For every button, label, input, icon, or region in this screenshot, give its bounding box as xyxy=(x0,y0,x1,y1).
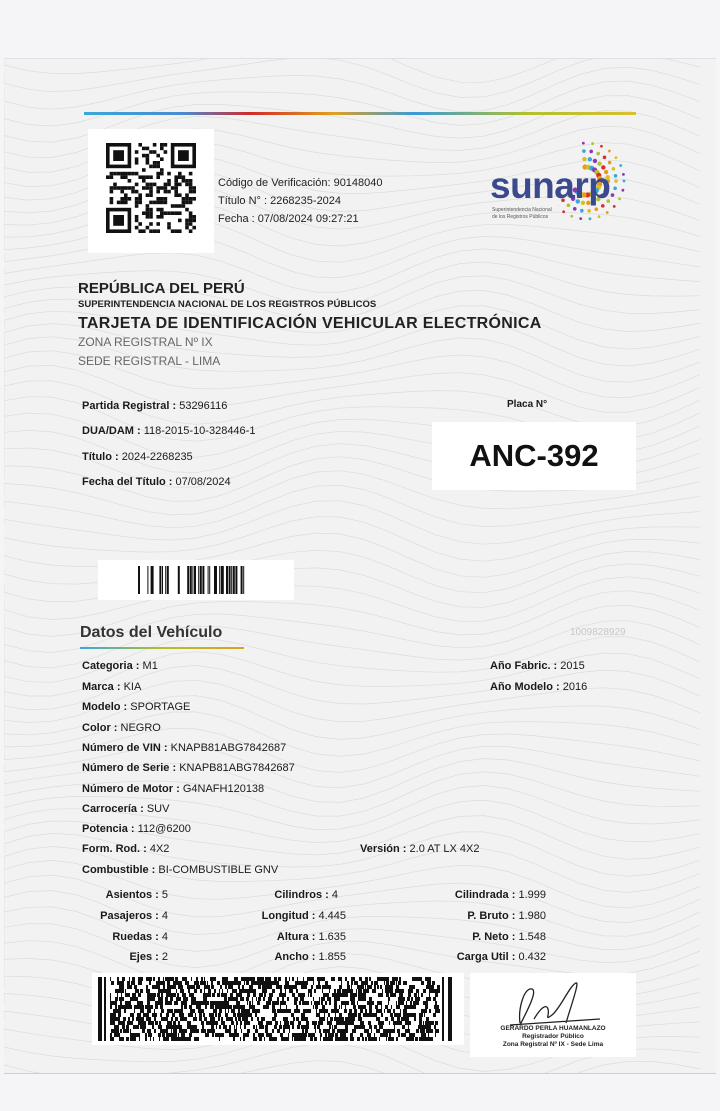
carga-label: Carga Util : xyxy=(456,951,516,963)
potencia-label: Potencia : xyxy=(82,823,135,835)
pdf417-pattern xyxy=(92,973,464,1045)
pdf417-barcode xyxy=(92,973,464,1045)
pasajeros-value: 4 xyxy=(161,910,168,922)
signer-name: GERARDO PERLA HUAMANLAZO xyxy=(500,1025,606,1032)
combustible-label: Combustible : xyxy=(82,864,156,876)
cilindrada-value: 1.999 xyxy=(518,889,546,901)
ruedas-label: Ruedas : xyxy=(112,931,159,943)
zona-registral: ZONA REGISTRAL Nº IX xyxy=(78,335,213,349)
serie-value: KNAPB81ABG7842687 xyxy=(179,762,295,774)
potencia-row xyxy=(82,823,191,835)
fecha-row xyxy=(82,476,231,488)
potencia-value: 112@6200 xyxy=(137,823,191,835)
combustible-row xyxy=(82,864,278,876)
qr-code[interactable] xyxy=(88,129,214,253)
plate-number: ANC-392 xyxy=(469,438,599,473)
categoria-value: M1 xyxy=(142,660,158,672)
pneto-value: 1.548 xyxy=(518,931,546,943)
ruedas-value: 4 xyxy=(161,931,168,943)
ancho-row xyxy=(274,951,346,963)
version-value: 2.0 AT LX 4X2 xyxy=(409,843,480,855)
longitud-row xyxy=(262,910,346,922)
fecha-label: Fecha del Título : xyxy=(82,476,173,488)
small-barcode xyxy=(98,560,294,600)
color-stripe xyxy=(84,112,636,115)
combustible-value: BI-COMBUSTIBLE GNV xyxy=(158,864,279,876)
signer-zone: Zona Registral Nº IX - Sede Lima xyxy=(502,1041,604,1048)
carroceria-row xyxy=(82,803,169,815)
cilindros-row xyxy=(274,889,338,901)
sede-registral: SEDE REGISTRAL - LIMA xyxy=(78,354,221,368)
formrod-value: 4X2 xyxy=(149,843,170,855)
pbruto-row xyxy=(467,910,546,922)
anofab-label: Año Fabric. : xyxy=(490,660,558,672)
pneto-label: P. Neto : xyxy=(472,931,516,943)
agency-heading: SUPERINTENDENCIA NACIONAL DE LOS REGISTROS PÚBLICOS xyxy=(78,299,377,310)
altura-label: Altura : xyxy=(276,931,316,943)
logo-sub1: Superintendencia Nacional xyxy=(492,207,552,213)
titulo-row xyxy=(82,451,193,463)
cilindrada-row xyxy=(455,889,546,901)
partida-label: Partida Registral : xyxy=(82,400,177,412)
placa-label: Placa N° xyxy=(507,399,548,410)
ruedas-row xyxy=(112,931,168,943)
vin-value: KNAPB81ABG7842687 xyxy=(170,742,287,754)
longitud-value: 4.445 xyxy=(318,910,346,922)
version-label: Versión : xyxy=(360,843,407,855)
motor-row xyxy=(82,783,264,795)
carroceria-label: Carrocería : xyxy=(82,803,144,815)
signer-text xyxy=(470,1025,636,1049)
document-title: TARJETA DE IDENTIFICACIÓN VEHICULAR ELECTRÓNICA xyxy=(78,315,542,332)
anomod-row xyxy=(490,681,587,693)
modelo-row xyxy=(82,701,190,713)
dua-value: 118-2015-10-328446-1 xyxy=(143,425,256,437)
modelo-value: SPORTAGE xyxy=(130,701,191,713)
logo-text: sunarp xyxy=(490,165,611,206)
asientos-value: 5 xyxy=(161,889,168,901)
ejes-label: Ejes : xyxy=(129,951,159,963)
longitud-label: Longitud : xyxy=(261,910,316,922)
signature-scribble xyxy=(490,979,610,1029)
section-title: Datos del Vehículo xyxy=(80,624,223,641)
marca-row xyxy=(82,681,141,693)
categoria-label: Categoria : xyxy=(82,660,140,672)
fecha-value: 07/08/2024 xyxy=(175,476,231,488)
cilindros-value: 4 xyxy=(331,889,338,901)
anofab-value: 2015 xyxy=(560,660,585,672)
pbruto-value: 1.980 xyxy=(518,910,546,922)
carga-row xyxy=(457,951,546,963)
modelo-label: Modelo : xyxy=(82,701,128,713)
country-heading: REPÚBLICA DEL PERÚ xyxy=(78,280,245,297)
marca-label: Marca : xyxy=(82,681,121,693)
cilindros-label: Cilindros : xyxy=(274,889,329,901)
cilindrada-label: Cilindrada : xyxy=(454,889,516,901)
dua-row xyxy=(82,425,255,437)
altura-row xyxy=(277,931,346,943)
anomod-value: 2016 xyxy=(562,681,588,693)
pbruto-label: P. Bruto : xyxy=(467,910,516,922)
signature-block xyxy=(470,973,636,1057)
verification-titulo: Título N° : 2268235-2024 xyxy=(218,195,342,207)
section-underline xyxy=(80,647,244,649)
asientos-label: Asientos : xyxy=(105,889,159,901)
verification-block xyxy=(218,174,383,228)
small-barcode-bars xyxy=(138,566,256,594)
vin-row xyxy=(82,742,286,754)
marca-value: KIA xyxy=(123,681,142,693)
pasajeros-label: Pasajeros : xyxy=(100,910,159,922)
ancho-label: Ancho : xyxy=(274,951,316,963)
serie-label: Número de Serie : xyxy=(82,762,177,774)
signer-role: Registrador Público xyxy=(522,1033,584,1040)
color-value: NEGRO xyxy=(120,722,161,734)
reference-code: 1009828929 xyxy=(570,627,626,638)
ancho-value: 1.855 xyxy=(318,951,346,963)
motor-label: Número de Motor : xyxy=(82,783,180,795)
categoria-row xyxy=(82,660,158,672)
titulo-value: 2024-2268235 xyxy=(121,451,193,463)
color-label: Color : xyxy=(82,722,118,734)
dua-label: DUA/DAM : xyxy=(82,425,141,437)
anomod-label: Año Modelo : xyxy=(490,681,560,693)
ejes-row xyxy=(129,951,168,963)
vin-label: Número de VIN : xyxy=(82,742,168,754)
verification-code: Código de Verificación: 90148040 xyxy=(218,177,383,189)
pasajeros-row xyxy=(100,910,168,922)
verification-fecha: Fecha : 07/08/2024 09:27:21 xyxy=(218,213,359,225)
altura-value: 1.635 xyxy=(318,931,346,943)
vehicle-card xyxy=(4,58,716,1074)
partida-value: 53296116 xyxy=(179,400,228,412)
version-row xyxy=(360,843,479,855)
formrod-label: Form. Rod. : xyxy=(82,843,147,855)
pneto-row xyxy=(472,931,546,943)
formrod-row xyxy=(82,843,169,855)
titulo-label: Título : xyxy=(82,451,119,463)
asientos-row xyxy=(106,889,168,901)
serie-row xyxy=(82,762,295,774)
sunarp-logo xyxy=(488,135,648,235)
color-row xyxy=(82,722,161,734)
ejes-value: 2 xyxy=(161,951,168,963)
carroceria-value: SUV xyxy=(146,803,170,815)
logo-subtitle xyxy=(492,207,582,221)
motor-value: G4NAFH120138 xyxy=(182,783,265,795)
anofab-row xyxy=(490,660,585,672)
logo-sub2: de los Registros Públicos xyxy=(492,214,549,220)
partida-row xyxy=(82,400,227,412)
carga-value: 0.432 xyxy=(518,951,546,963)
plate-box xyxy=(432,422,636,490)
